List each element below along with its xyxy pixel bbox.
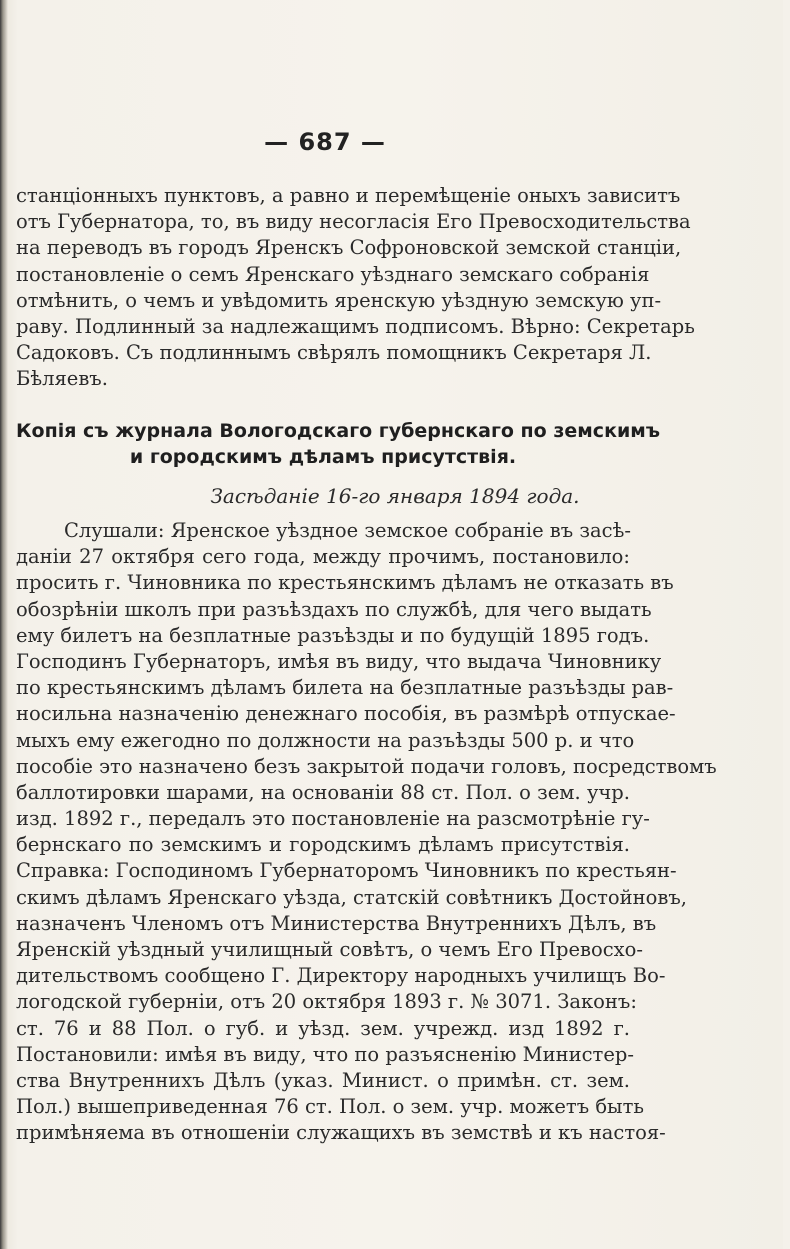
text-line: даніи 27 октября сего года, между прочимъ, постановило: [16,545,630,569]
text-line: Пол.) вышеприведенная 76 ст. Пол. о зем. учр. можетъ быть [16,1095,644,1119]
paragraph-1 [16,183,695,393]
text-line: на переводъ въ городъ Яренскъ Софроновской земской станціи, [16,236,682,260]
section-heading [16,418,661,470]
text-line: по крестьянскимъ дѣламъ билета на безплатные разъѣзды рав- [16,676,674,700]
text-line: станціонныхъ пунктовъ, а равно и перемѣщеніе оныхъ зависитъ [16,184,681,207]
text-line: Садоковъ. Съ подлиннымъ свѣрялъ помощникъ Секретаря Л. [16,341,652,365]
text-line: отъ Губернатора, то, въ виду несогласія Его Превосходительства [16,210,691,234]
text-line: отмѣнить, о чемъ и увѣдомить яренскую уѣздную земскую уп- [16,288,662,312]
text-line: ему билетъ на безплатные разъѣзды и по будущій 1895 годъ. [16,623,650,647]
session-date: Засѣданіе 16-го января 1894 года. [210,484,580,508]
text-line: Справка: Господиномъ Губернаторомъ Чиновникъ по крестьян- [16,859,677,883]
text-line: Яренскій уѣздный училищный совѣтъ, о чемъ Его Превосхо- [16,938,643,961]
text-line: носильна назначенію денежнаго пособія, въ размѣрѣ отпускае- [16,702,676,726]
text-line: ст. 76 и 88 Пол. о губ. и уѣзд. зем. учрежд. изд 1892 г. [16,1016,630,1040]
text-line: Слушали: Яренское уѣздное земское собраніе въ засѣ- [64,519,631,542]
text-line: примѣняема въ отношеніи служащихъ въ земствѣ и къ настоя- [16,1121,666,1145]
text-line: назначенъ Членомъ отъ Министерства Внутреннихъ Дѣлъ, въ [16,911,657,935]
text-line: Господинъ Губернаторъ, имѣя въ виду, что выдача Чиновнику [16,649,662,673]
text-line: мыхъ ему ежегодно по должности на разъѣзды 500 р. и что [16,728,635,752]
page-number: — 687 — [264,128,386,156]
text-line: ства Внутреннихъ Дѣлъ (указ. Минист. о примѣн. ст. зем. [16,1068,630,1092]
binding-edge [0,0,8,1249]
text-line: Постановили: имѣя въ виду, что по разъясненію Министер- [16,1042,634,1066]
text-line: скимъ дѣламъ Яренскаго уѣзда, статскій совѣтникъ Достойновъ, [16,885,687,909]
text-line: изд. 1892 г., передалъ это постановленіе на разсмотрѣніе гу- [16,807,650,831]
text-line: постановленіе о семъ Яренскаго уѣзднаго земскаго собранія [16,262,650,286]
heading-line-1: Копія съ журнала Вологодскаго губернскаго по земскимъ [16,420,661,442]
text-line: бернскаго по земскимъ и городскимъ дѣламъ присутствія. [16,833,630,857]
text-line: Бѣляевъ. [16,367,108,391]
text-line: просить г. Чиновника по крестьянскимъ дѣламъ не отказать въ [16,571,674,595]
heading-line-2: и городскимъ дѣламъ присутствія. [129,446,517,468]
text-line: раву. Подлинный за надлежащимъ подписомъ. Вѣрно: Секретарь [16,314,695,338]
text-line: обозрѣніи школъ при разъѣздахъ по службѣ, для чего выдать [16,597,652,621]
text-line: пособіе это назначено безъ закрытой подачи головъ, посредствомъ [16,754,717,778]
paragraph-2 [16,518,717,1147]
text-line: логодской губерніи, отъ 20 октября 1893 г. № 3071. Законъ: [16,990,637,1014]
text-line: баллотировки шарами, на основаніи 88 ст. Пол. о зем. учр. [16,780,630,804]
text-line: дительствомъ сообщено Г. Директору народныхъ училищъ Во- [16,964,666,988]
